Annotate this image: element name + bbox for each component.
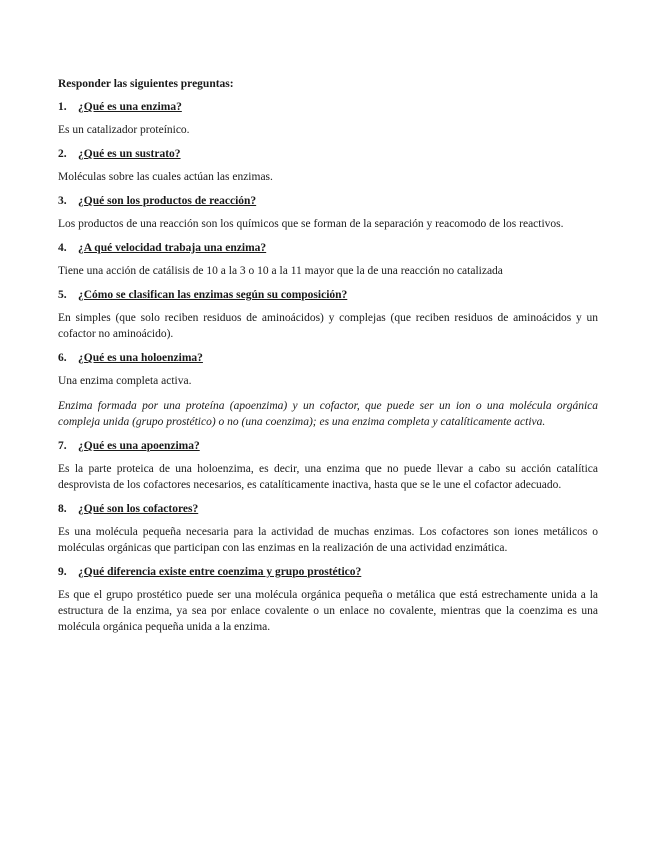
qa-item-8 <box>58 502 598 556</box>
answer-4: Tiene una acción de catálisis de 10 a la 3 o 10 a la 11 mayor que la de una reacción no catalizada <box>58 265 503 277</box>
question-1 <box>58 100 598 114</box>
qa-item-7 <box>58 439 598 493</box>
answer-7: Es la parte proteica de una holoenzima, es decir, una enzima que no puede llevar a cabo su acción catalítica desprovista de los cofactores necesarios, es catalíticamente inactiva, hasta que se le une el cofactor adecuado. <box>58 463 598 491</box>
question-text: ¿A qué velocidad trabaja una enzima? <box>78 242 267 254</box>
question-text: ¿Qué es un sustrato? <box>78 148 181 160</box>
question-7 <box>58 439 598 453</box>
question-number: 8. <box>58 503 67 515</box>
question-text: ¿Qué son los cofactores? <box>78 503 199 515</box>
question-8 <box>58 502 598 516</box>
question-number: 1. <box>58 101 67 113</box>
answer-5: En simples (que solo reciben residuos de aminoácidos) y complejas (que reciben residuos de aminoácidos y un cofactor no aminoácido). <box>58 312 598 340</box>
qa-item-4 <box>58 241 598 279</box>
question-number: 9. <box>58 566 67 578</box>
question-text: ¿Qué es una enzima? <box>78 101 182 113</box>
document-body <box>58 77 598 644</box>
answer-6: Una enzima completa activa. <box>58 375 192 387</box>
question-number: 2. <box>58 148 67 160</box>
question-text: ¿Qué es una holoenzima? <box>78 352 203 364</box>
question-5 <box>58 288 598 302</box>
question-9 <box>58 565 598 579</box>
question-text: ¿Qué diferencia existe entre coenzima y grupo prostético? <box>78 566 362 578</box>
answer-9: Es que el grupo prostético puede ser una molécula orgánica pequeña o metálica que está estrechamente unida a la estructura de la enzima, ya sea por enlace covalente o un enlace no covalente, mientras que la coenzima es una molécula orgánica pequeña unida a la enzima. <box>58 589 598 633</box>
document-intro: Responder las siguientes preguntas: <box>58 78 234 90</box>
question-text: ¿Qué son los productos de reacción? <box>78 195 257 207</box>
question-number: 6. <box>58 352 67 364</box>
answer-2: Moléculas sobre las cuales actúan las enzimas. <box>58 171 273 183</box>
answer-6-definition: Enzima formada por una proteína (apoenzima) y un cofactor, que puede ser un ion o una molécula orgánica compleja unida (grupo prostético) o no (una coenzima); es una enzima completa y catalíticamente activa. <box>58 400 598 428</box>
answer-3: Los productos de una reacción son los químicos que se forman de la separación y reacomodo de los reactivos. <box>58 218 564 230</box>
qa-item-6 <box>58 351 598 430</box>
question-number: 3. <box>58 195 67 207</box>
question-text: ¿Qué es una apoenzima? <box>78 440 200 452</box>
qa-item-5 <box>58 288 598 342</box>
qa-item-3 <box>58 194 598 232</box>
question-3 <box>58 194 598 208</box>
qa-item-1 <box>58 100 598 138</box>
question-number: 5. <box>58 289 67 301</box>
question-6 <box>58 351 598 365</box>
question-number: 7. <box>58 440 67 452</box>
question-text: ¿Cómo se clasifican las enzimas según su composición? <box>78 289 348 301</box>
answer-8: Es una molécula pequeña necesaria para la actividad de muchas enzimas. Los cofactores son iones metálicos o moléculas orgánicas que participan con las enzimas en la realización de una actividad enzimática. <box>58 526 598 554</box>
qa-item-2 <box>58 147 598 185</box>
question-2 <box>58 147 598 161</box>
question-number: 4. <box>58 242 67 254</box>
answer-1: Es un catalizador proteínico. <box>58 124 190 136</box>
question-4 <box>58 241 598 255</box>
qa-item-9 <box>58 565 598 635</box>
